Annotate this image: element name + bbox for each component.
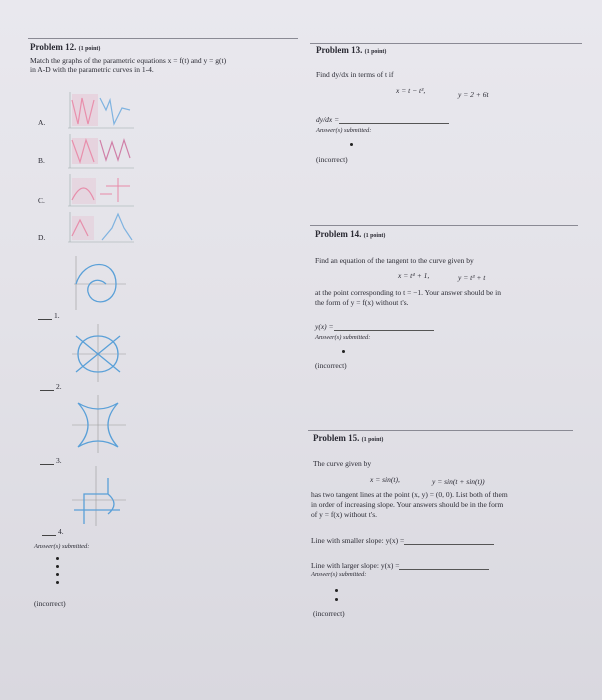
p12-answer-3-label: 3. [56, 456, 62, 465]
p13-answer-label: dy/dx = [316, 115, 449, 124]
p15-text-5: of y = f(x) without t's. [311, 510, 377, 519]
p12-text-1: Match the graphs of the parametric equations x = f(t) and y = g(t) [30, 56, 227, 65]
p12-answer-2-label: 2. [56, 382, 62, 391]
graph-label-d: D. [38, 233, 46, 242]
p14-submitted-label: Answer(s) submitted: [315, 334, 371, 341]
p15-smaller-label: Line with smaller slope: y(x) = [311, 536, 494, 545]
curve-1-image [64, 252, 132, 314]
p13-submitted-label: Answer(s) submitted: [316, 127, 372, 134]
top-rule-left [28, 38, 298, 39]
p15-text-4: in order of increasing slope. Your answers should be in the form [311, 500, 504, 509]
p12-status: (incorrect) [34, 599, 66, 608]
p15-eq-x: x = sin(t), [370, 475, 400, 484]
p12-answer-4-label: 4. [58, 527, 64, 536]
p15-prompt: The curve given by [313, 459, 372, 468]
p12-submitted-label: Answer(s) submitted: [34, 543, 90, 550]
curve-3-image [64, 393, 132, 455]
p15-text-3: has two tangent lines at the point (x, y) = (0, 0). List both of them [311, 490, 508, 499]
p13-answer-bullet [350, 143, 353, 146]
p12-answer-bullet-3 [56, 573, 59, 576]
p14-text-3: at the point corresponding to t = −1. Your answer should be in [315, 288, 501, 297]
curve-2-image [64, 322, 132, 384]
p14-rule [310, 225, 578, 226]
p14-answer-bullet [342, 350, 345, 353]
p15-eq-y: y = sin(t + sin(t)) [432, 477, 485, 486]
graph-c-image [66, 172, 136, 208]
p12-text-2: in A-D with the parametric curves in 1-4. [30, 65, 154, 74]
p14-eq-x: x = t⁴ + 1, [398, 271, 430, 280]
p13-eq-y: y = 2 + 6t [458, 90, 489, 99]
graph-d-image [66, 210, 136, 244]
p13-prompt: Find dy/dx in terms of t if [316, 70, 394, 79]
curve-4-image [64, 464, 132, 528]
p13-status: (incorrect) [316, 155, 348, 164]
p13-answer-input[interactable] [339, 116, 449, 124]
p14-eq-y: y = t³ + t [458, 273, 486, 282]
graph-label-a: A. [38, 118, 46, 127]
p15-submitted-label: Answer(s) submitted: [311, 571, 367, 578]
p14-title: Problem 14. (1 point) [315, 229, 386, 239]
p13-title: Problem 13. (1 point) [316, 45, 387, 55]
graph-label-c: C. [38, 196, 45, 205]
p14-text-4: the form of y = f(x) without t's. [315, 298, 409, 307]
p12-answer-2-input[interactable] [40, 389, 54, 391]
graph-b-image [66, 132, 136, 170]
p12-answer-1-label: 1. [54, 311, 60, 320]
p15-status: (incorrect) [313, 609, 345, 618]
p12-answer-1-input[interactable] [38, 318, 52, 320]
p15-title: Problem 15. (1 point) [313, 433, 384, 443]
p14-prompt: Find an equation of the tangent to the curve given by [315, 256, 474, 265]
p12-answer-bullet-1 [56, 557, 59, 560]
p14-status: (incorrect) [315, 361, 347, 370]
p12-title: Problem 12. (1 point) [30, 42, 101, 52]
top-rule-right [310, 43, 582, 44]
p15-rule [308, 430, 573, 431]
p15-answer-bullet-1 [335, 589, 338, 592]
p14-answer-input[interactable] [334, 323, 434, 331]
graph-label-b: B. [38, 156, 45, 165]
p12-answer-3-input[interactable] [40, 463, 54, 465]
p15-larger-input[interactable] [399, 562, 489, 570]
p12-answer-bullet-4 [56, 581, 59, 584]
p12-answer-4-input[interactable] [42, 534, 56, 536]
graph-a-image [66, 90, 136, 130]
p12-answer-bullet-2 [56, 565, 59, 568]
p15-answer-bullet-2 [335, 598, 338, 601]
p14-answer-label: y(x) = [315, 322, 434, 331]
p13-eq-x: x = t − t³, [396, 86, 426, 95]
p15-smaller-input[interactable] [404, 537, 494, 545]
p15-larger-label: Line with larger slope: y(x) = [311, 561, 489, 570]
